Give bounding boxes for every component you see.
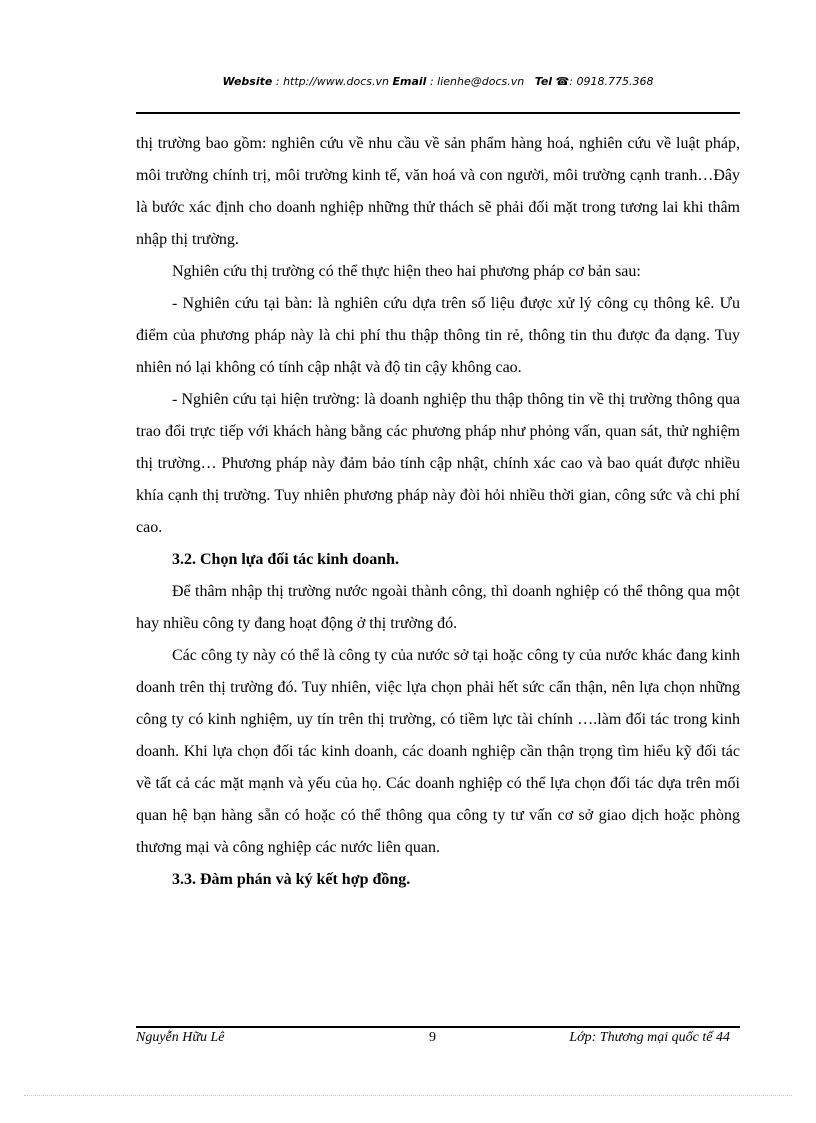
paragraph: Các công ty này có thể là công ty của nước sở tại hoặc công ty của nước khác đang kinh doanh trên thị trường đó. Tuy nhiên, việc lựa chọn phải hết sức cẩn thận, nên lựa chọn những công ty có kinh nghiệm, uy tín trên thị trường, có tiềm lực tài chính ….làm đối tác trong kinh doanh. Khi lựa chọn đối tác kinh doanh, các doanh nghiệp cần thận trọng tìm hiểu kỹ đối tác về tất cả các mặt mạnh và yếu của họ. Các doanh nghiệp có thể lựa chọn đối tác dựa trên mối quan hệ bạn hàng sẵn có hoặc có thể thông qua công ty tư vấn cơ sở giao dịch hoặc phòng thương mại và công nghiệp các nước liên quan. [136,647,740,856]
paragraph: - Nghiên cứu tại hiện trường: là doanh nghiệp thu thập thông tin về thị trường thông qua trao đổi trực tiếp với khách hàng bằng các phương pháp như phỏng vấn, quan sát, thử nghiệm thị trường… Phương pháp này đảm bảo tính cập nhật, chính xác cao và bao quát được nhiều khía cạnh thị trường. Tuy nhiên phương pháp này đòi hỏi nhiều thời gian, công sức và chi phí cao. [136,391,740,536]
website-url[interactable]: http://www.docs.vn [283,75,390,88]
email-label: Email [392,75,427,88]
page-header [136,75,740,95]
page-bottom-divider [24,1095,792,1096]
section-heading: 3.2. Chọn lựa đối tác kinh doanh. [172,551,400,568]
paragraph: Nghiên cứu thị trường có thể thực hiện theo hai phương pháp cơ bản sau: [172,263,641,280]
document-body [136,128,740,896]
phone-icon: ☎ [555,75,570,88]
paragraph: thị trường bao gồm: nghiên cứu về nhu cầu về sản phẩm hàng hoá, nghiên cứu về luật pháp, môi trường chính trị, môi trường kinh tế, văn hoá và con người, môi trường cạnh tranh…Đây là bước xác định cho doanh nghiệp những thử thách sẽ phải đối mặt trong tương lai khi thâm nhập thị trường. [136,135,740,248]
email-separator: : [426,75,438,88]
tel-number: : 0918.775.368 [569,75,654,88]
footer-rule [136,1026,740,1028]
footer-author: Nguyễn Hữu Lê [136,1030,225,1045]
website-separator: : [272,75,284,88]
page-number: 9 [429,1030,436,1045]
header-rule [136,112,740,114]
footer-class: Lớp: Thương mại quốc tế 44 [569,1030,730,1045]
page-footer [136,1030,740,1050]
website-label: Website [222,75,273,88]
tel-label: Tel [534,75,553,88]
paragraph: - Nghiên cứu tại bàn: là nghiên cứu dựa trên số liệu được xử lý công cụ thông kê. Ưu điểm của phương pháp này là chi phí thu thập thông tin rẻ, thông tin thu được đa dạng. Tuy nhiên nó lại không có tính cập nhật và độ tin cậy không cao. [136,295,740,376]
email-address[interactable]: lienhe@docs.vn [437,75,525,88]
section-heading: 3.3. Đàm phán và ký kết hợp đồng. [172,871,411,888]
paragraph: Để thâm nhập thị trường nước ngoài thành công, thì doanh nghiệp có thể thông qua một hay nhiều công ty đang hoạt động ở thị trường đó. [136,583,740,632]
